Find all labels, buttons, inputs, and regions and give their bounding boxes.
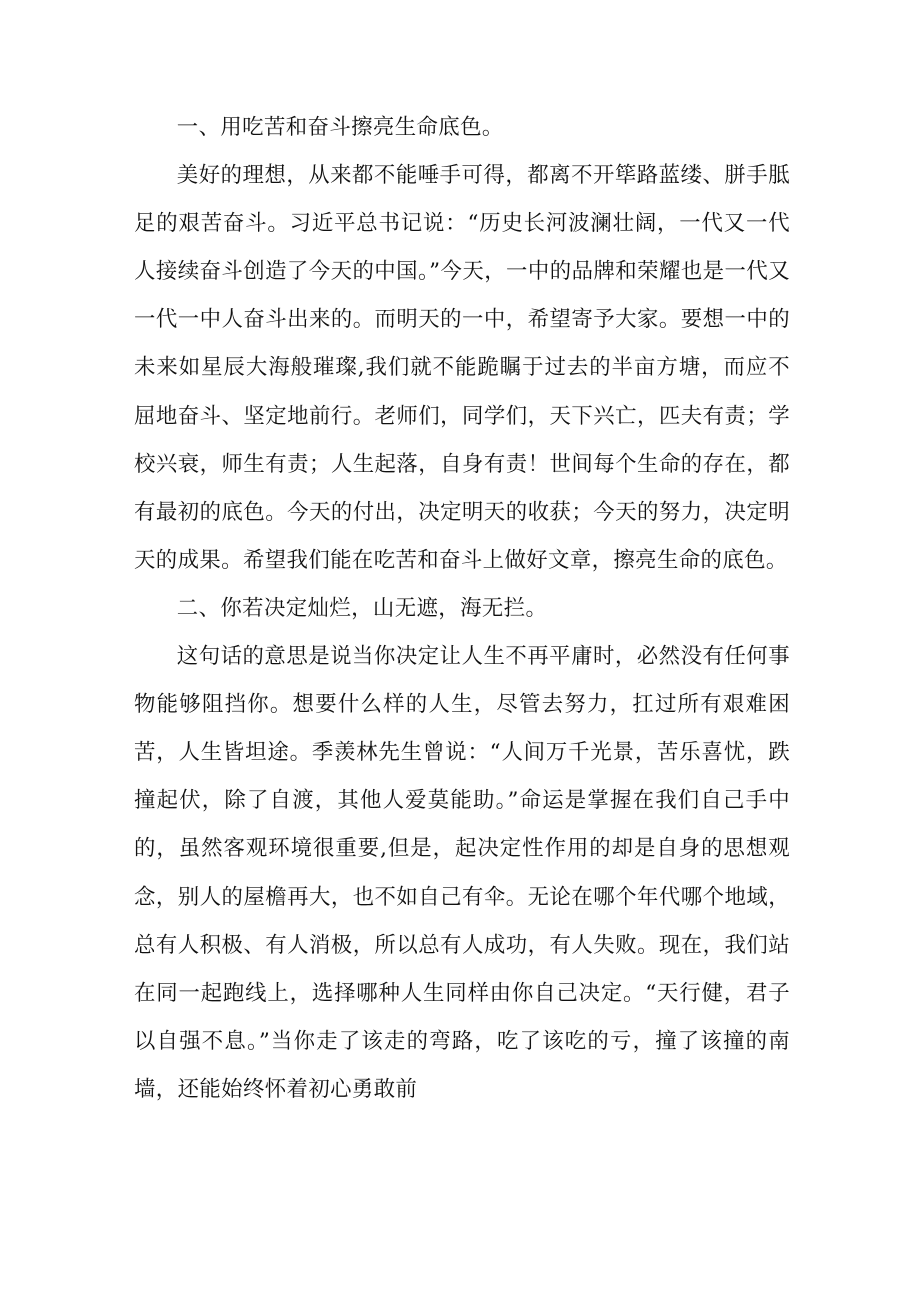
document-page xyxy=(134,104,790,1114)
section-heading-2: 二、你若决定灿烂，山无遮，海无拦。 xyxy=(176,595,548,621)
section-body-2: 这句话的意思是说当你决定让人生不再平庸时，必然没有任何事物能够阻挡你。想要什么样的人生，尽管去努力，扛过所有艰难困苦，人生皆坦途。季羡林先生曾说：“人间万千光景，苦乐喜忧，跌撞起伏，除了自渡，其他人爱莫能助。”命运是掌握在我们自己手中的，虽然客观环境很重要,但是，起决定性作用的却是自身的思想观念，别人的屋檐再大，也不如自己有伞。无论在哪个年代哪个地域，总有人积极、有人消极，所以总有人成功，有人失败。现在，我们站在同一起跑线上，选择哪种人生同样由你自己决定。“天行健，君子以自强不息。”当你走了该走的弯路，吃了该吃的亏，撞了该撞的南墙，还能始终怀着初心勇敢前 xyxy=(134,644,790,1102)
section-body-1: 美好的理想，从来都不能唾手可得，都离不开筚路蓝缕、胼手胝足的艰苦奋斗。习近平总书记说：“历史长河波澜壮阔，一代又一代人接续奋斗创造了今天的中国。”今天，一中的品牌和荣耀也是一代又一代一中人奋斗出来的。而明天的一中，希望寄予大家。要想一中的未来如星辰大海般璀璨,我们就不能跪瞩于过去的半亩方塘，而应不屈地奋斗、坚定地前行。老师们，同学们，天下兴亡，匹夫有责；学校兴衰，师生有责；人生起落，自身有责！世间每个生命的存在，都有最初的底色。今天的付出，决定明天的收获；今天的努力，决定明天的成果。希望我们能在吃苦和奋斗上做好文章，擦亮生命的底色。 xyxy=(134,163,790,573)
section-heading-1: 一、用吃苦和奋斗擦亮生命底色。 xyxy=(176,115,504,140)
